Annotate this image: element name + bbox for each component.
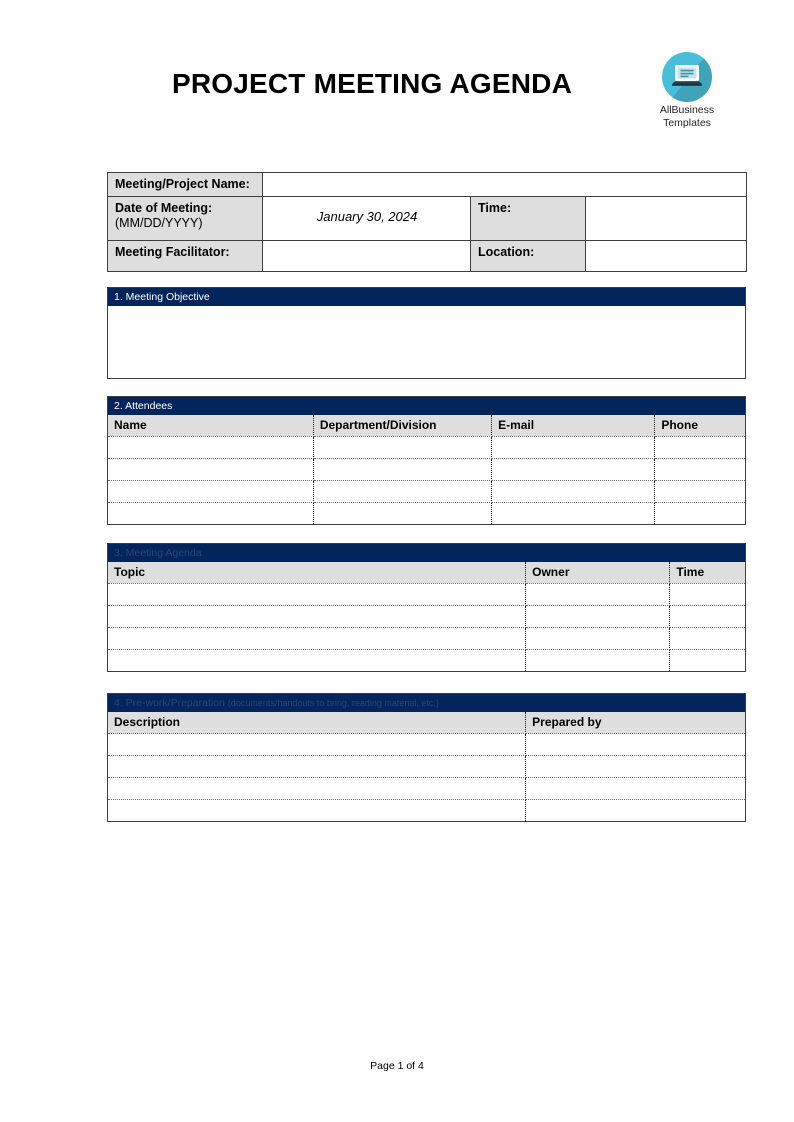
attendee-email-cell[interactable] [492, 458, 655, 480]
agenda-time-cell[interactable] [670, 583, 745, 605]
document-header [0, 0, 794, 150]
attendee-email-cell[interactable] [492, 480, 655, 502]
table-row [108, 777, 745, 799]
attendee-name-cell[interactable] [108, 458, 313, 480]
column-header-owner: Owner [526, 562, 670, 583]
section-heading-objective: 1. Meeting Objective [108, 288, 745, 306]
agenda-owner-cell[interactable] [526, 605, 670, 627]
attendee-department-cell[interactable] [313, 502, 491, 524]
table-row [108, 799, 745, 821]
prework-prepared-by-cell[interactable] [526, 777, 745, 799]
table-row [108, 480, 745, 502]
table-row [108, 173, 747, 197]
date-label-text: Date of Meeting: [115, 201, 213, 215]
column-header-phone: Phone [655, 415, 745, 436]
attendee-department-cell[interactable] [313, 458, 491, 480]
logo-text [648, 104, 726, 129]
facilitator-label: Meeting Facilitator: [108, 241, 263, 272]
date-label [108, 197, 263, 241]
attendee-email-cell[interactable] [492, 502, 655, 524]
agenda-owner-cell[interactable] [526, 649, 670, 671]
agenda-topic-cell[interactable] [108, 649, 526, 671]
column-header-name: Name [108, 415, 313, 436]
attendee-department-cell[interactable] [313, 480, 491, 502]
column-header-time: Time [670, 562, 745, 583]
agenda-owner-cell[interactable] [526, 583, 670, 605]
location-field[interactable] [586, 241, 747, 272]
agenda-topic-cell[interactable] [108, 605, 526, 627]
logo-text-line2: Templates [663, 116, 711, 129]
column-header-email: E-mail [492, 415, 655, 436]
attendee-phone-cell[interactable] [655, 480, 745, 502]
logo-circle [662, 52, 712, 102]
agenda-time-cell[interactable] [670, 605, 745, 627]
attendee-phone-cell[interactable] [655, 436, 745, 458]
page-title: PROJECT MEETING AGENDA [171, 68, 573, 99]
table-header-row [108, 415, 745, 436]
meeting-name-label: Meeting/Project Name: [108, 173, 263, 197]
table-row [108, 649, 745, 671]
prework-description-cell[interactable] [108, 799, 526, 821]
column-header-department: Department/Division [313, 415, 491, 436]
facilitator-field[interactable] [263, 241, 471, 272]
table-row [108, 197, 747, 241]
section-meeting-agenda [107, 543, 746, 672]
attendee-email-cell[interactable] [492, 436, 655, 458]
section-attendees [107, 396, 746, 525]
page-footer: Page 1 of 4 [370, 1060, 424, 1072]
prework-description-cell[interactable] [108, 755, 526, 777]
time-label: Time: [471, 197, 586, 241]
table-row [108, 583, 745, 605]
attendee-name-cell[interactable] [108, 502, 313, 524]
attendees-table [108, 415, 745, 524]
section-heading-prework [108, 694, 745, 712]
time-field[interactable] [586, 197, 747, 241]
table-row [108, 605, 745, 627]
section-heading-prework-sub: (documents/handouts to bring, reading material, etc.) [227, 698, 439, 708]
date-field[interactable]: January 30, 2024 [263, 197, 471, 241]
prework-description-cell[interactable] [108, 733, 526, 755]
meeting-objective-field[interactable] [108, 306, 745, 378]
column-header-topic: Topic [108, 562, 526, 583]
date-format-hint: (MM/DD/YYYY) [115, 216, 203, 230]
attendee-name-cell[interactable] [108, 480, 313, 502]
attendee-department-cell[interactable] [313, 436, 491, 458]
agenda-owner-cell[interactable] [526, 627, 670, 649]
table-row [108, 436, 745, 458]
prework-prepared-by-cell[interactable] [526, 755, 745, 777]
section-prework-preparation [107, 693, 746, 822]
section-heading-prework-main: 4. Pre-work/Preparation [114, 697, 225, 709]
location-label: Location: [471, 241, 586, 272]
attendee-name-cell[interactable] [108, 436, 313, 458]
agenda-topic-cell[interactable] [108, 627, 526, 649]
section-heading-agenda: 3. Meeting Agenda [108, 544, 745, 562]
agenda-topic-cell[interactable] [108, 583, 526, 605]
section-meeting-objective [107, 287, 746, 379]
prework-prepared-by-cell[interactable] [526, 799, 745, 821]
meeting-name-field[interactable] [263, 173, 747, 197]
laptop-document-icon [671, 63, 703, 91]
table-row [108, 733, 745, 755]
table-row [108, 627, 745, 649]
section-heading-attendees: 2. Attendees [108, 397, 745, 415]
table-row [108, 755, 745, 777]
agenda-table [108, 562, 745, 671]
table-row [108, 458, 745, 480]
logo-text-line1: AllBusiness [659, 104, 715, 116]
prework-prepared-by-cell[interactable] [526, 733, 745, 755]
table-header-row [108, 562, 745, 583]
prework-table [108, 712, 745, 821]
attendee-phone-cell[interactable] [655, 502, 745, 524]
column-header-description: Description [108, 712, 526, 733]
agenda-time-cell[interactable] [670, 649, 745, 671]
table-header-row [108, 712, 745, 733]
agenda-time-cell[interactable] [670, 627, 745, 649]
brand-logo [648, 52, 726, 129]
column-header-prepared-by: Prepared by [526, 712, 745, 733]
meeting-info-table [107, 172, 747, 272]
attendee-phone-cell[interactable] [655, 458, 745, 480]
table-row [108, 241, 747, 272]
prework-description-cell[interactable] [108, 777, 526, 799]
table-row [108, 502, 745, 524]
